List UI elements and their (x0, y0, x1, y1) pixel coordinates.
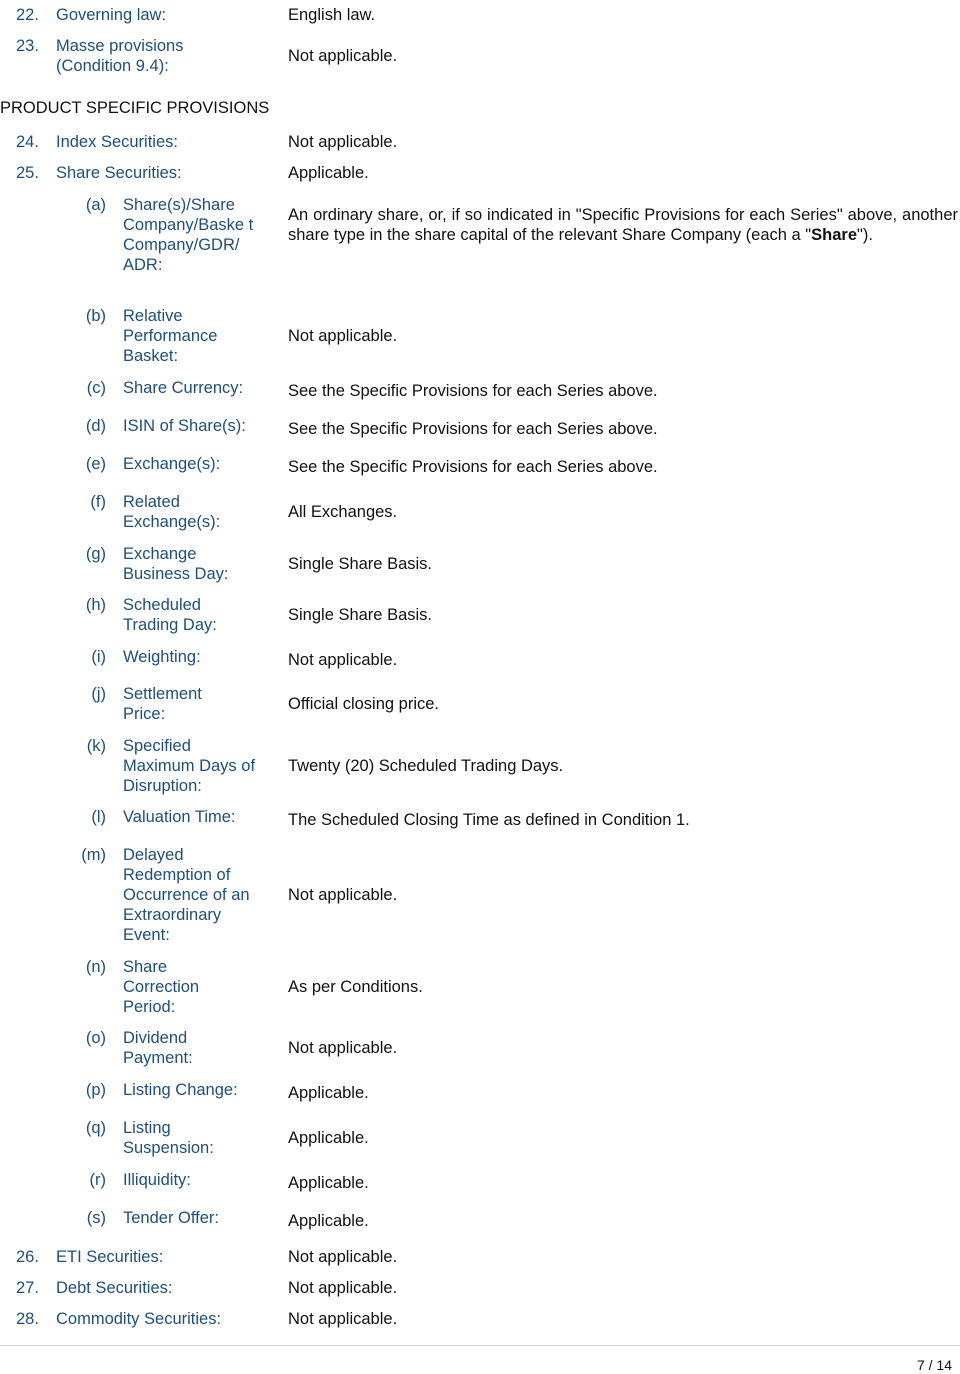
subitem-value-share-correction-period: As per Conditions. (288, 978, 423, 996)
subitem-value-weighting: Not applicable. (288, 651, 398, 669)
item-number: 28. (16, 1310, 39, 1328)
subitem-value-listing-suspension: Applicable. (288, 1129, 369, 1147)
subitem-value-related-exchanges: All Exchanges. (288, 503, 398, 521)
footer-divider (0, 1345, 960, 1346)
subitem-label-related-exchanges: Related Exchange(s): (123, 493, 221, 531)
subitem-label-listing-change: Listing Change: (123, 1081, 238, 1099)
subitem-letter: (m) (81, 846, 106, 864)
subitem-value-exchanges: See the Specific Provisions for each Series above. (288, 458, 658, 476)
subitem-value-valuation-time: The Scheduled Closing Time as defined in Condition 1. (288, 811, 690, 829)
subitem-letter: (j) (91, 685, 106, 703)
item-value-masse-provisions: Not applicable. (288, 47, 398, 65)
subitem-label-relative-performance-basket: Relative Performance Basket: (123, 307, 218, 365)
subitem-label-valuation-time: Valuation Time: (123, 808, 236, 826)
subitem-letter: (p) (85, 1081, 106, 1099)
subitem-letter: (n) (85, 958, 106, 976)
subitem-label-listing-suspension: Listing Suspension: (123, 1119, 214, 1157)
subitem-label-share-company: Share(s)/Share Company/Baske t Company/GDR/ ADR: (123, 196, 254, 274)
item-number: 27. (16, 1279, 39, 1297)
subitem-letter: (s) (86, 1209, 106, 1227)
item-value-share-securities: Applicable. (288, 164, 369, 182)
item-label-commodity-securities: Commodity Securities: (56, 1310, 222, 1328)
subitem-value-listing-change: Applicable. (288, 1084, 369, 1102)
subitem-value-settlement-price: Official closing price. (288, 695, 440, 713)
subitem-value-scheduled-trading-day: Single Share Basis. (288, 606, 432, 624)
item-number: 22. (16, 6, 39, 24)
subitem-letter: (a) (85, 196, 106, 214)
item-number: 25. (16, 164, 39, 182)
item-label-debt-securities: Debt Securities: (56, 1279, 173, 1297)
item-value-governing-law: English law. (288, 6, 376, 24)
subitem-value-delayed-redemption: Not applicable. (288, 886, 398, 904)
item-value-debt-securities: Not applicable. (288, 1279, 398, 1297)
subitem-value-share-currency: See the Specific Provisions for each Series above. (288, 382, 658, 400)
item-label-share-securities: Share Securities: (56, 164, 182, 182)
subitem-label-illiquidity: Illiquidity: (123, 1171, 191, 1189)
subitem-letter: (d) (85, 417, 106, 435)
subitem-value-isin: See the Specific Provisions for each Series above. (288, 420, 658, 438)
subitem-label-isin: ISIN of Share(s): (123, 417, 246, 435)
subitem-letter: (k) (86, 737, 106, 755)
subitem-letter: (o) (85, 1029, 106, 1047)
subitem-letter: (r) (89, 1171, 106, 1189)
subitem-value-illiquidity: Applicable. (288, 1174, 369, 1192)
subitem-letter: (h) (85, 596, 106, 614)
subitem-letter: (b) (85, 307, 106, 325)
item-label-eti-securities: ETI Securities: (56, 1248, 164, 1266)
subitem-label-tender-offer: Tender Offer: (123, 1209, 219, 1227)
item-number: 23. (16, 37, 39, 55)
subitem-label-share-currency: Share Currency: (123, 379, 244, 397)
subitem-label-max-days-disruption: Specified Maximum Days of Disruption: (123, 737, 256, 795)
subitem-label-delayed-redemption: Delayed Redemption of Occurrence of an Extraordinary Event: (123, 846, 250, 944)
subitem-label-scheduled-trading-day: Scheduled Trading Day: (123, 596, 217, 634)
item-label-masse-provisions: Masse provisions (Condition 9.4): (56, 37, 184, 75)
subitem-letter: (g) (85, 545, 106, 563)
subitem-label-dividend-payment: Dividend Payment: (123, 1029, 193, 1067)
page-number: 7 / 14 (916, 1357, 952, 1373)
subitem-letter: (i) (91, 648, 106, 666)
subitem-value-share-company: An ordinary share, or, if so indicated in "Specific Provisions for each Series" above, another share type in the share capital of the relevant Share Company (each a "Share"). (288, 206, 958, 244)
subitem-letter: (e) (85, 455, 106, 473)
item-number: 24. (16, 133, 39, 151)
subitem-value-max-days-disruption: Twenty (20) Scheduled Trading Days. (288, 757, 564, 775)
subitem-letter: (l) (91, 808, 106, 826)
subitem-letter: (q) (85, 1119, 106, 1137)
subitem-value-relative-performance-basket: Not applicable. (288, 327, 398, 345)
section-heading: PRODUCT SPECIFIC PROVISIONS (0, 99, 270, 117)
item-label-index-securities: Index Securities: (56, 133, 178, 151)
subitem-label-weighting: Weighting: (123, 648, 201, 666)
subitem-label-share-correction-period: Share Correction Period: (123, 958, 200, 1016)
item-number: 26. (16, 1248, 39, 1266)
subitem-value-tender-offer: Applicable. (288, 1212, 369, 1230)
subitem-letter: (f) (90, 493, 106, 511)
subitem-label-exchanges: Exchange(s): (123, 455, 221, 473)
item-label-governing-law: Governing law: (56, 6, 167, 24)
subitem-value-dividend-payment: Not applicable. (288, 1039, 398, 1057)
item-value-eti-securities: Not applicable. (288, 1248, 398, 1266)
item-value-index-securities: Not applicable. (288, 133, 398, 151)
subitem-label-settlement-price: Settlement Price: (123, 685, 202, 723)
subitem-value-exchange-business-day: Single Share Basis. (288, 555, 432, 573)
subitem-letter: (c) (86, 379, 106, 397)
item-value-commodity-securities: Not applicable. (288, 1310, 398, 1328)
subitem-label-exchange-business-day: Exchange Business Day: (123, 545, 229, 583)
